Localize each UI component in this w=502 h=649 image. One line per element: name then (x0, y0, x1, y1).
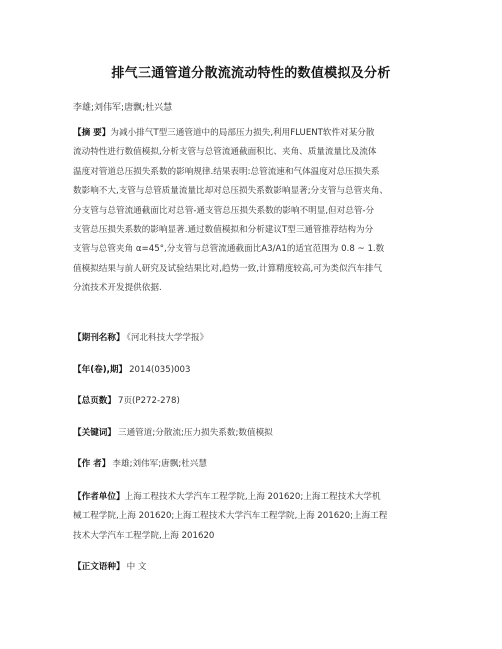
abstract-line: 温度对管道总压损失系数的影响规律.结果表明:总管流速和气体温度对总压损失系 (73, 166, 380, 177)
affiliation-line (73, 488, 443, 507)
year-value: 2014(035)003 (129, 365, 191, 375)
abstract-line: 支管与总管夹角 α=45°,分支管与总管流通截面比A3/A1的适宜范围为 0.8 ~ 1.数 (73, 244, 385, 255)
affiliation-field (73, 488, 443, 546)
affiliation-line: 械工程学院,上海 201620;上海工程技术大学汽车工程学院,上海 201620;上海工程 (73, 511, 388, 522)
year-field (73, 363, 190, 375)
keywords-value: 三通管道;分散流;压力损失系数;数值模拟 (117, 428, 273, 438)
paper-title: 排气三通管道分散流流动特性的数值模拟及分析 (111, 66, 391, 81)
abstract-line: 分流技术开发提供依据. (73, 283, 162, 294)
year-label: 【年(卷),期】 (73, 365, 128, 375)
keywords-label: 【关键词】 (73, 428, 116, 438)
language-field (73, 560, 147, 572)
author-label: 【作 者】 (73, 459, 111, 469)
pages-label: 【总页数】 (73, 396, 116, 406)
abstract-line: 流动特性进行数值模拟,分析支管与总管流通截面积比、夹角、质量流量比及流体 (73, 147, 377, 158)
abstract-line: 数影响不大,支管与总管质量流量比却对总压损失系数影响显著;分支管与总管夹角、 (73, 186, 389, 197)
pages-field (73, 394, 180, 406)
affiliation-line: 技术大学汽车工程学院,上海 201620 (73, 530, 215, 541)
affiliation-label: 【作者单位】 (73, 492, 125, 502)
abstract-text: 为减小排气T型三通管道中的局部压力损失,利用FLUENT软件对某分散 (110, 128, 375, 138)
journal-field (73, 331, 208, 343)
author-field (73, 457, 207, 469)
affiliation-text: 上海工程技术大学汽车工程学院,上海 201620;上海工程技术大学机 (124, 492, 381, 502)
journal-label: 【期刊名称】 (73, 333, 125, 343)
abstract-line: 分支管与总管流通截面比对总管-通支管总压损失系数的影响不明显,但对总管-分 (73, 205, 375, 216)
abstract-line: 值模拟结果与前人研究及试验结果比对,趋势一致,计算精度较高,可为类似汽车排气 (73, 263, 382, 274)
abstract-line (73, 124, 435, 143)
pages-value: 7页(P272-278) (117, 396, 180, 406)
abstract-label: 【摘 要】 (73, 128, 111, 138)
language-value: 中 文 (126, 562, 147, 572)
journal-value: 《河北科技大学学报》 (126, 333, 209, 343)
author-value: 李雄;刘伟军;唐飘;杜兴慧 (112, 459, 207, 469)
abstract-section (73, 124, 435, 299)
author-list: 李雄;刘伟军;唐飘;杜兴慧 (73, 103, 173, 113)
abstract-line: 支管总压损失系数的影响显著.通过数值模拟和分析建议T型三通管推荐结构为分 (73, 225, 374, 236)
language-label: 【正文语种】 (73, 562, 125, 572)
keywords-field (73, 426, 273, 438)
